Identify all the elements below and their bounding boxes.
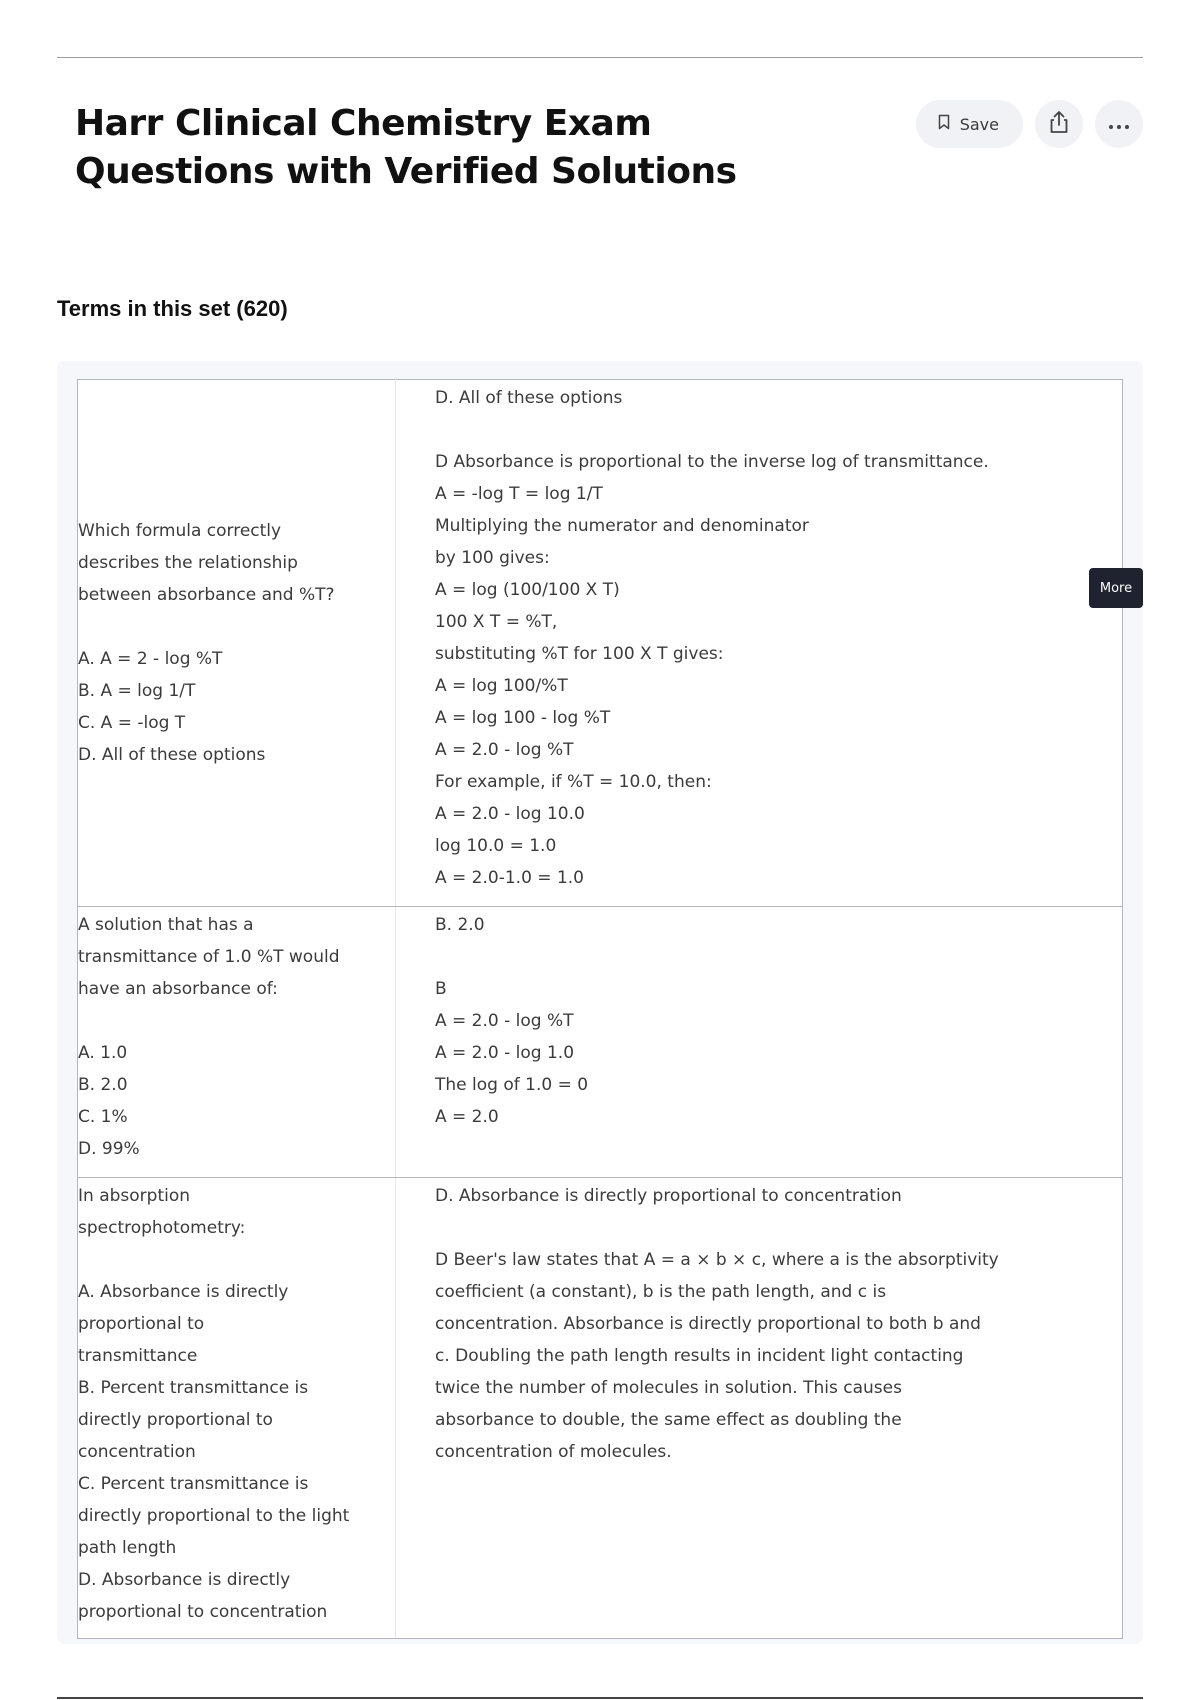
definition-line: D Absorbance is proportional to the inverse log of transmittance.: [435, 452, 989, 472]
term-line: A. Absorbance is directly: [78, 1282, 289, 1302]
definition-line: by 100 gives:: [435, 548, 550, 568]
term-line: have an absorbance of:: [78, 979, 278, 999]
term-line: [78, 611, 395, 643]
term-line: B. 2.0: [78, 1075, 128, 1095]
term-line: path length: [78, 1538, 177, 1558]
term-line: spectrophotometry:: [78, 1218, 246, 1238]
bottom-divider: [57, 1697, 1143, 1699]
term-line: C. 1%: [78, 1107, 128, 1127]
definition-line: A = log (100/100 X T): [435, 580, 620, 600]
term-cell: [78, 380, 396, 907]
term-line: A. A = 2 - log %T: [78, 649, 223, 669]
definition-line: twice the number of molecules in solution. This causes: [435, 1378, 902, 1398]
definition-line: For example, if %T = 10.0, then:: [435, 772, 712, 792]
definition-line: concentration. Absorbance is directly proportional to both b and: [435, 1314, 981, 1334]
definition-cell: [396, 1178, 1123, 1639]
term-line: B. Percent transmittance is: [78, 1378, 309, 1398]
definition-line: 100 X T = %T,: [435, 612, 558, 632]
definition-line: A = 2.0: [435, 1107, 499, 1127]
save-button[interactable]: [916, 100, 1023, 148]
definition-line: A = 2.0 - log %T: [435, 740, 574, 760]
top-divider: [57, 57, 1143, 58]
term-cell: [78, 1178, 396, 1639]
definition-line: A = 2.0 - log 1.0: [435, 1043, 575, 1063]
definition-line: A = log 100/%T: [435, 676, 568, 696]
definition-line: absorbance to double, the same effect as doubling the: [435, 1410, 902, 1430]
term-line: D. Absorbance is directly: [78, 1570, 291, 1590]
definition-line: D. All of these options: [435, 388, 623, 408]
definition-line: [435, 414, 1102, 446]
save-label: Save: [959, 114, 999, 134]
definition-line: A = 2.0 - log %T: [435, 1011, 574, 1031]
definition-line: The log of 1.0 = 0: [435, 1075, 589, 1095]
term-line: In absorption: [78, 1186, 191, 1206]
term-line: describes the relationship: [78, 553, 298, 573]
definition-line: D Beer's law states that A = a × b × c, where a is the absorptivity: [435, 1250, 999, 1270]
definition-line: A = 2.0 - log 10.0: [435, 804, 585, 824]
term-line: directly proportional to the light: [78, 1506, 350, 1526]
term-row: [78, 380, 1123, 907]
more-options-button[interactable]: [1095, 100, 1143, 148]
definition-line: coefficient (a constant), b is the path length, and c is: [435, 1282, 887, 1302]
definition-line: c. Doubling the path length results in incident light contacting: [435, 1346, 964, 1366]
terms-table: [77, 379, 1123, 1639]
bookmark-icon: [938, 114, 950, 134]
term-line: A. 1.0: [78, 1043, 128, 1063]
term-line: C. Percent transmittance is: [78, 1474, 309, 1494]
term-line: A solution that has a: [78, 915, 254, 935]
term-line: concentration: [78, 1442, 196, 1462]
term-row: [78, 907, 1123, 1178]
term-line: [78, 1005, 395, 1037]
more-horizontal-icon: [1108, 115, 1130, 134]
term-line: directly proportional to: [78, 1410, 273, 1430]
terms-heading: Terms in this set (620): [57, 296, 288, 321]
definition-line: B. 2.0: [435, 915, 485, 935]
definition-line: B: [435, 979, 447, 999]
definition-line: D. Absorbance is directly proportional to concentration: [435, 1186, 902, 1206]
term-line: between absorbance and %T?: [78, 585, 335, 605]
page-title: Harr Clinical Chemistry Exam Questions with Verified Solutions: [75, 103, 737, 192]
term-line: D. All of these options: [78, 745, 266, 765]
definition-line: substituting %T for 100 X T gives:: [435, 644, 724, 664]
definition-cell: [396, 907, 1123, 1178]
share-icon: [1048, 110, 1070, 138]
definition-line: A = log 100 - log %T: [435, 708, 611, 728]
more-button[interactable]: More: [1089, 568, 1143, 608]
term-line: B. A = log 1/T: [78, 681, 196, 701]
definition-line: A = 2.0-1.0 = 1.0: [435, 868, 584, 888]
term-line: proportional to: [78, 1314, 205, 1334]
definition-cell: [396, 380, 1123, 907]
term-line: transmittance of 1.0 %T would: [78, 947, 340, 967]
term-line: transmittance: [78, 1346, 198, 1366]
term-line: proportional to concentration: [78, 1602, 328, 1622]
definition-line: [435, 941, 1102, 973]
term-row: [78, 1178, 1123, 1639]
header-actions: [916, 100, 1143, 148]
term-line: C. A = -log T: [78, 713, 186, 733]
definition-line: concentration of molecules.: [435, 1442, 672, 1462]
definition-line: log 10.0 = 1.0: [435, 836, 557, 856]
term-line: D. 99%: [78, 1139, 140, 1159]
term-line: [78, 1244, 395, 1276]
share-button[interactable]: [1035, 100, 1083, 148]
definition-line: [435, 1212, 1102, 1244]
definition-line: A = -log T = log 1/T: [435, 484, 603, 504]
definition-line: Multiplying the numerator and denominator: [435, 516, 809, 536]
term-line: Which formula correctly: [78, 521, 282, 541]
term-cell: [78, 907, 396, 1178]
